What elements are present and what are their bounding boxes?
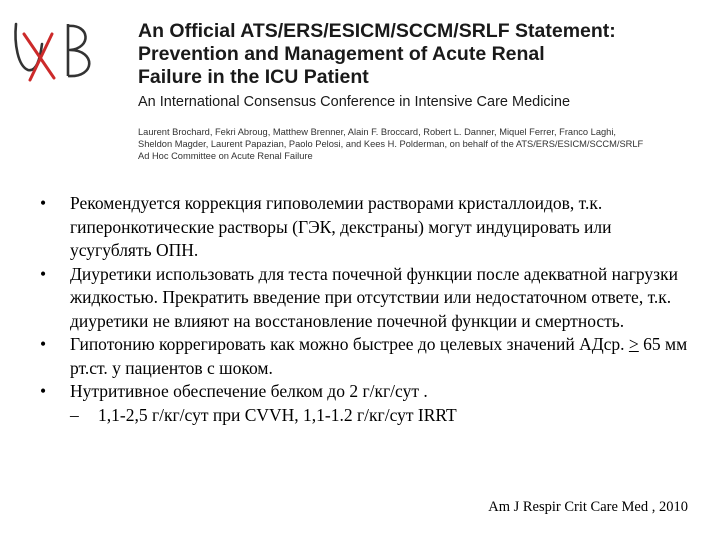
author-list: Laurent Brochard, Fekri Abroug, Matthew Brenner, Alain F. Broccard, Robert L. Danner, Miquel Ferrer, Franco Laghi, Sheldon Magder, Laurent Papazian, Paolo Pelosi, and Kees H. Polderman, on behalf of the ATS/ERS/ESICM/SCCM/SRLF Ad Hoc Committee on Acute Renal Failure [138,127,644,161]
bullet-icon: • [40,334,47,354]
greater-equal-symbol: > [628,334,639,354]
list-item: • Рекомендуется коррекция гиповолемии растворами кристаллоидов, т.к. гиперонкотические растворы (ГЭК, декстраны) могут индуцировать или усугублять ОПН. [40,193,612,260]
list-item: • Нутритивное обеспечение белком до 2 г/кг/сут . [40,380,690,404]
journal-logo [10,14,110,86]
sub-list-item: – 1,1-2,5 г/кг/сут при CVVH, 1,1-1.2 г/кг/сут IRRT [70,404,690,428]
list-item: • Гипотонию коррегировать как можно быстрее до целевых значений АДср. > 65 мм рт.ст. у пациентов с шоком. [40,334,688,378]
bullet-icon: • [40,193,47,213]
recommendation-list [40,192,690,427]
dash-icon: – [70,404,79,425]
sub-list-container [40,404,690,428]
article-subtitle: An International Consensus Conference in Intensive Care Medicine [138,94,571,110]
article-title: An Official ATS/ERS/ESICM/SCCM/SRLF Statement: Prevention and Management of Acute Renal Failure in the ICU Patient [138,20,616,88]
list-item: • Диуретики использовать для теста почечной функции после адекватной нагрузки жидкостью. Прекратить введение при отсутствии или недостаточном ответе, т.к. диуретики не влияют на восстановление почечной функции и смертность. [40,263,678,331]
citation: Am J Respir Crit Care Med , 2010 [488,499,688,515]
bullet-icon: • [40,263,47,284]
bullet-icon: • [40,381,47,401]
sub-list [40,404,690,428]
article-header [138,20,708,162]
